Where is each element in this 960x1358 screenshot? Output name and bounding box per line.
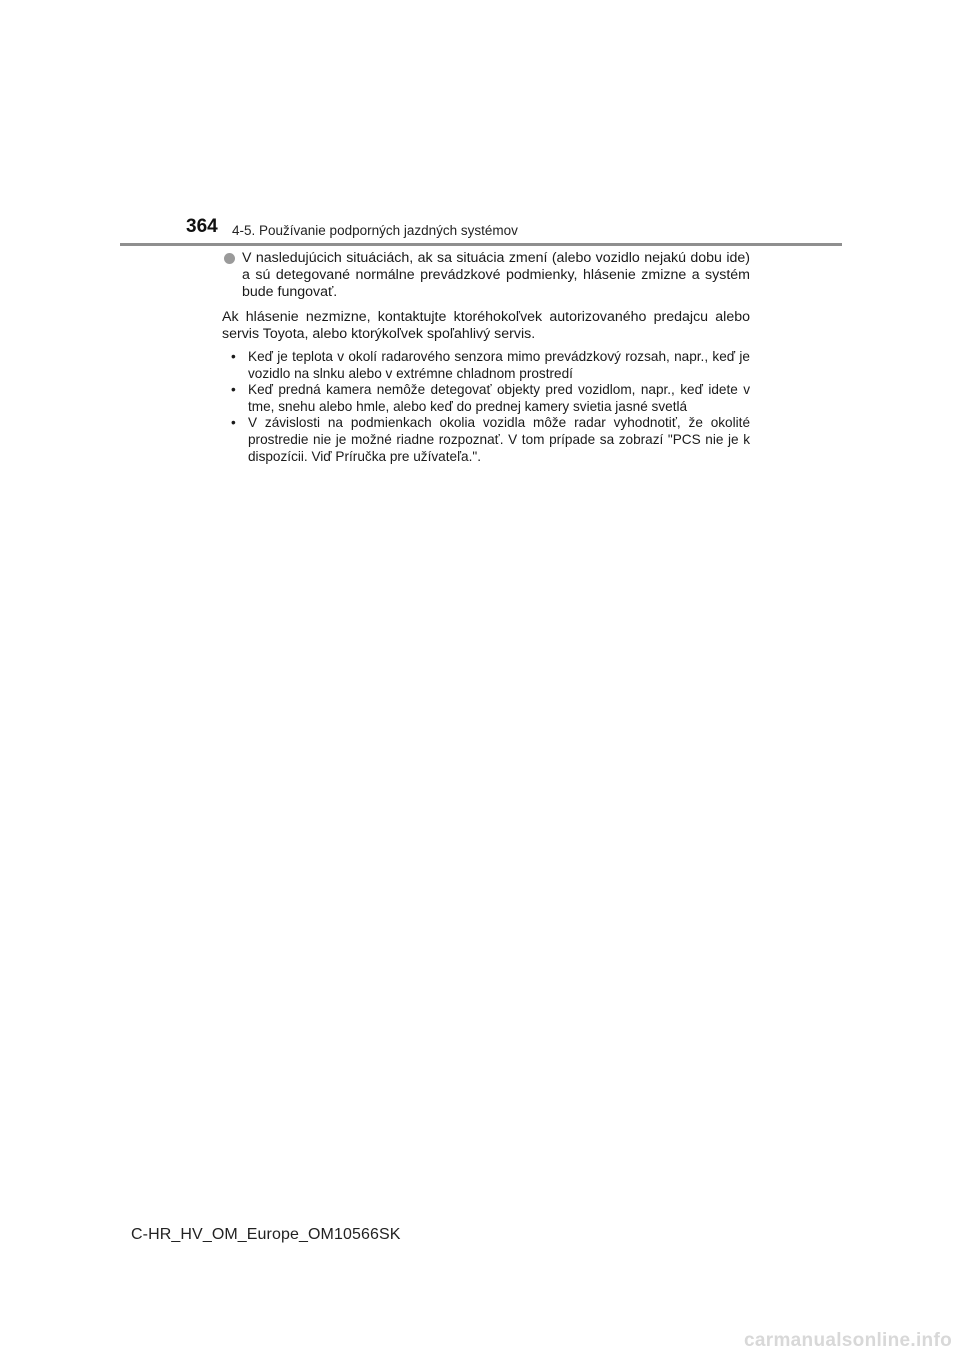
document-code: C-HR_HV_OM_Europe_OM10566SK: [131, 1226, 401, 1243]
section-title: 4-5. Používanie podporných jazdných systémov: [232, 223, 518, 238]
list-item-text: V závislosti na podmienkach okolia vozidla môže radar vyhodnotiť, že okolité prostredie nie je možné riadne rozpoznať. V tom prípade sa zobrazí "PCS nie je k dispozícii. Viď Príručka pre užívateľa.".: [248, 415, 750, 464]
list-bullet-icon: •: [231, 382, 236, 398]
list-item: [225, 415, 750, 465]
list-item-text: Keď predná kamera nemôže detegovať objekty pred vozidlom, napr., keď idete v tme, snehu alebo hmle, alebo keď do prednej kamery svietia jasné svetlá: [248, 382, 750, 414]
condition-list: [222, 349, 750, 465]
bullet-paragraph-text: V nasledujúcich situáciách, ak sa situácia zmení (alebo vozidlo nejakú dobu ide) a sú detegované normálne prevádzkové podmienky, hlásenie zmizne a systém bude fungovať.: [242, 250, 750, 301]
list-item-text: Keď je teplota v okolí radarového senzora mimo prevádzkový rozsah, napr., keď je vozidlo na slnku alebo v extrémne chladnom prostredí: [248, 349, 750, 381]
bullet-circle-icon: [224, 253, 235, 264]
header-divider: [120, 243, 842, 246]
page-number: 364: [186, 216, 218, 237]
bullet-paragraph: [222, 250, 750, 302]
contact-paragraph: Ak hlásenie nezmizne, kontaktujte ktoréhokoľvek autorizovaného predajcu alebo servis Toyota, alebo ktorýkoľvek spoľahlivý servis.: [222, 308, 750, 342]
watermark: carmanualsonline.info: [744, 1330, 952, 1351]
main-content: [222, 250, 750, 465]
list-bullet-icon: •: [231, 415, 236, 431]
list-item: [225, 349, 750, 382]
list-bullet-icon: •: [231, 349, 236, 365]
list-item: [225, 382, 750, 415]
